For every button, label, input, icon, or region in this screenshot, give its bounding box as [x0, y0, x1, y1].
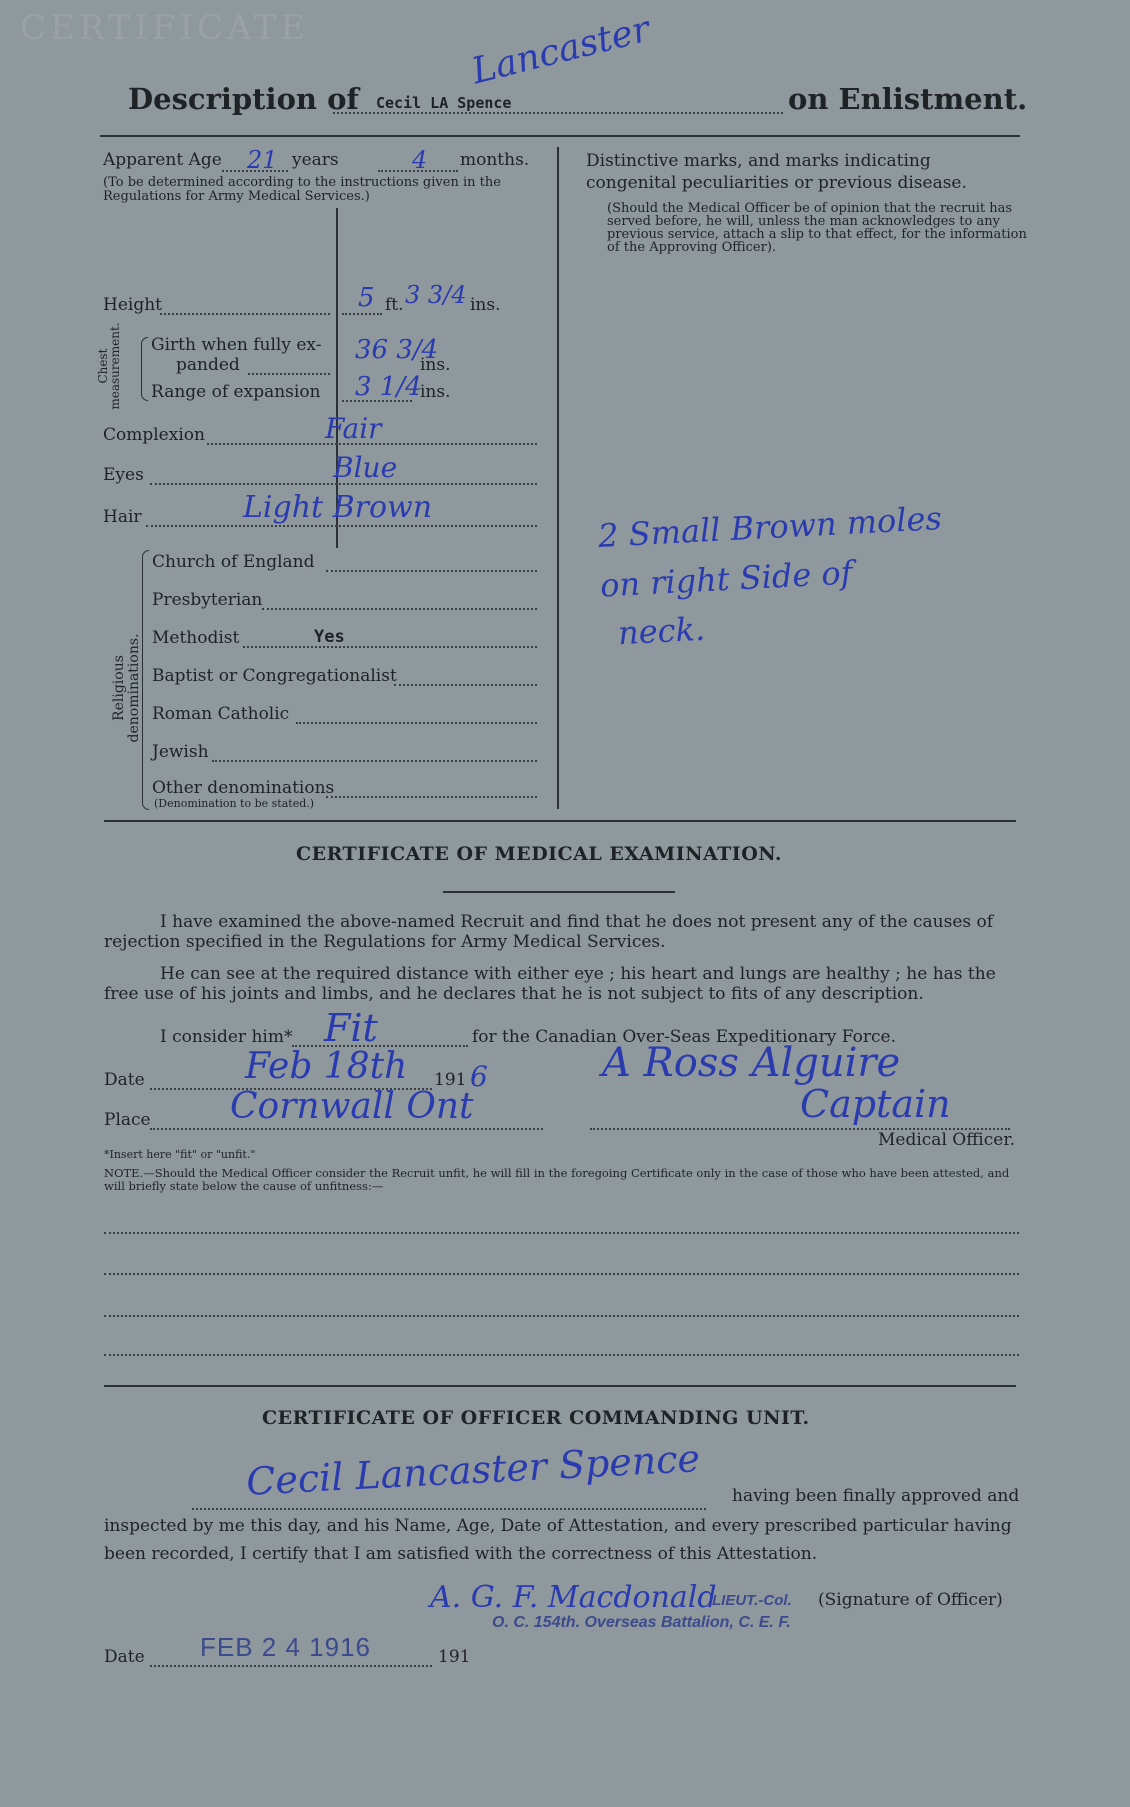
commanding-date-dots [150, 1665, 432, 1667]
height-ft-label: ft. [385, 295, 404, 315]
title-name-dots [333, 112, 783, 114]
marks-line-2: on right Side of [599, 553, 854, 605]
hair-dots [146, 525, 537, 527]
medical-date-value: Feb 18th [245, 1046, 408, 1087]
religion-methodist-value: Yes [314, 627, 345, 647]
marks-note: (Should the Medical Officer be of opinion that the recruit has served before, he will, unless the man acknowledges to any previous service, attach a slip to that effect, for the information of the Approving Officer). [607, 201, 1027, 255]
medical-para-2: He can see at the required distance with either eye ; his heart and lungs are healthy ; he has the free use of his joints and limbs, and he declares that he is not subject to fits of any description. [104, 964, 996, 1004]
religion-jewish: Jewish [152, 742, 209, 762]
column-divider [557, 147, 559, 809]
religion-dots-3 [394, 684, 537, 686]
typed-name: Cecil LA Spence [376, 94, 512, 112]
medical-footnote: *Insert here "fit" or "unfit." [104, 1148, 256, 1161]
religion-side-label: Religious denominations. [111, 633, 142, 743]
height-ins-label: ins. [470, 295, 501, 315]
faded-header-text: CERTIFICATE [20, 8, 310, 48]
medical-date-year-value: 6 [470, 1060, 488, 1093]
religion-other: Other denominations [152, 778, 335, 798]
medical-heading-rule [443, 891, 675, 893]
religion-other-note: (Denomination to be stated.) [154, 797, 315, 810]
commanding-heading: CERTIFICATE OF OFFICER COMMANDING UNIT. [262, 1407, 810, 1429]
chest-girth-unit: ins. [420, 355, 451, 375]
commanding-stamp-rank: LIEUT.-Col. [712, 1592, 792, 1609]
title-prefix: Description of [128, 82, 359, 116]
top-rule [100, 135, 1020, 137]
age-years-label: years [292, 150, 339, 170]
medical-place-value: Cornwall Ont [230, 1086, 474, 1127]
eyes-label: Eyes [103, 465, 144, 485]
age-note: (To be determined according to the instructions given in the Regulations for Army Medical Services.) [103, 175, 501, 204]
religion-presbyterian: Presbyterian [152, 590, 263, 610]
complexion-value: Fair [325, 412, 382, 445]
medical-place-label: Place [104, 1110, 151, 1130]
age-label: Apparent Age [103, 150, 222, 170]
middle-rule [104, 820, 1016, 822]
religion-dots-4 [296, 722, 537, 724]
eyes-value: Blue [333, 451, 398, 484]
medical-officer-signature: A Ross Alguire [602, 1040, 901, 1086]
medical-date-year-prefix: 191 [434, 1070, 467, 1090]
title-suffix: on Enlistment. [788, 82, 1028, 116]
hair-label: Hair [103, 507, 142, 527]
age-months-value: 4 [412, 146, 428, 174]
marks-line-3: neck. [617, 609, 706, 653]
chest-side-label: Chest measurement. [96, 322, 122, 410]
handwritten-surname-correction: Lancaster [467, 8, 654, 93]
unfitness-line-3 [104, 1315, 1019, 1317]
religion-dots-2 [243, 646, 537, 648]
commanding-line1-suffix: having been finally approved and [732, 1486, 1020, 1506]
consider-value: Fit [324, 1006, 378, 1050]
medical-para-1: I have examined the above-named Recruit and find that he does not present any of the causes of rejection specified in the Regulations for Army Medical Services. [104, 912, 994, 952]
medical-date-label: Date [104, 1070, 145, 1090]
religion-church-of-england: Church of England [152, 552, 315, 572]
religion-dots-1 [262, 608, 537, 610]
religion-dots-6 [326, 796, 537, 798]
commanding-line3: been recorded, I certify that I am satisfied with the correctness of this Attestation. [104, 1544, 818, 1564]
complexion-label: Complexion [103, 425, 205, 445]
age-months-label: months. [460, 150, 530, 170]
religion-roman-catholic: Roman Catholic [152, 704, 290, 724]
chest-girth-dots [248, 373, 330, 375]
commanding-signature-label: (Signature of Officer) [818, 1590, 1003, 1610]
commanding-date-stamp: FEB 2 4 1916 [200, 1632, 371, 1662]
height-dots [160, 313, 330, 315]
chest-girth-label-2: panded [176, 355, 240, 375]
religion-dots-5 [212, 760, 537, 762]
unfitness-line-2 [104, 1273, 1019, 1275]
unfitness-line-4 [104, 1354, 1019, 1356]
commanding-line2: inspected by me this day, and his Name, Age, Date of Attestation, and every prescribed particular having [104, 1516, 1012, 1536]
chest-girth-value: 36 3/4 [355, 335, 439, 365]
age-years-value: 21 [247, 146, 278, 174]
medical-note: NOTE.—Should the Medical Officer consider the Recruit unfit, he will fill in the foregoing Certificate only in the case of those who have been attested, and will briefly state below the cause of unfitness:— [104, 1166, 1010, 1193]
chest-range-unit: ins. [420, 382, 451, 402]
marks-heading: Distinctive marks, and marks indicating congenital peculiarities or previous disease. [586, 151, 967, 193]
religion-dots-0 [326, 570, 537, 572]
chest-range-label: Range of expansion [151, 382, 321, 402]
medical-officer-rank: Captain [800, 1082, 951, 1126]
height-inches-value: 3 3/4 [405, 281, 467, 309]
religion-brace [142, 550, 149, 810]
marks-line-1: 2 Small Brown moles [597, 499, 943, 555]
chest-girth-label-1: Girth when fully ex- [151, 335, 322, 355]
commanding-name-dots [192, 1508, 706, 1510]
height-label: Height [103, 295, 162, 315]
medical-place-dots [150, 1128, 543, 1130]
unfitness-line-1 [104, 1232, 1019, 1234]
commanding-date-label: Date [104, 1647, 145, 1667]
commanding-name-handwritten: Cecil Lancaster Spence [245, 1436, 701, 1504]
medical-heading: CERTIFICATE OF MEDICAL EXAMINATION. [296, 843, 783, 865]
religion-methodist: Methodist [152, 628, 240, 648]
consider-suffix: for the Canadian Over-Seas Expeditionary Force. [472, 1027, 896, 1047]
height-feet-value: 5 [358, 283, 375, 313]
commanding-stamp-unit: O. C. 154th. Overseas Battalion, C. E. F. [492, 1614, 791, 1631]
chest-brace [141, 337, 148, 401]
height-feet-dots [342, 313, 382, 315]
medical-officer-label: Medical Officer. [878, 1130, 1015, 1150]
religion-baptist: Baptist or Congregationalist [152, 666, 397, 686]
lower-rule [104, 1385, 1016, 1387]
commanding-signature: A. G. F. Macdonald [430, 1580, 717, 1615]
chest-range-value: 3 1/4 [355, 372, 422, 402]
hair-value: Light Brown [243, 490, 433, 525]
commanding-date-suffix: 191 [438, 1647, 471, 1667]
consider-prefix: I consider him* [160, 1027, 293, 1047]
